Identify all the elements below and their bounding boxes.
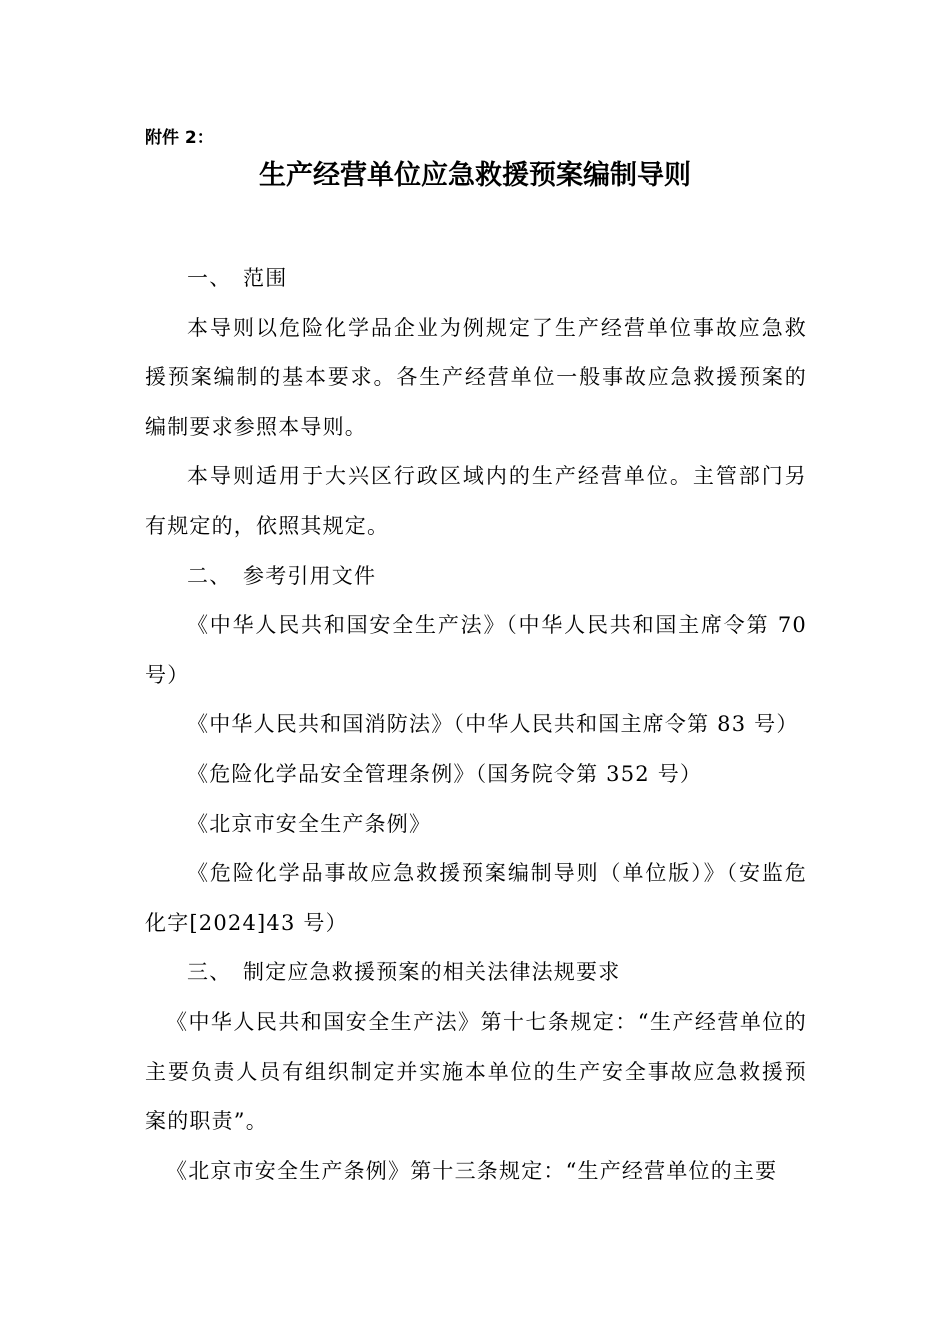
reference-item: 《中华人民共和国消防法》（中华人民共和国主席令第 83 号） <box>187 712 799 737</box>
section-heading-text: 制定应急救援预案的相关法律法规要求 <box>243 960 621 985</box>
law-quote-paragraph: 《中华人民共和国安全生产法》第十七条规定：“生产经营单位的主要负责人员有组织制定并实施本单位的生产安全事故应急救援预案的职责”。 <box>145 1009 807 1134</box>
reference-item: 《中华人民共和国安全生产法》（中华人民共和国主席令第 70 号） <box>145 613 807 687</box>
paragraph: 本导则以危险化学品企业为例规定了生产经营单位事故应急救援预案编制的基本要求。各生产经营单位一般事故应急救援预案的编制要求参照本导则。 <box>145 315 807 439</box>
paragraph: 本导则适用于大兴区行政区域内的生产经营单位。主管部门另有规定的，依照其规定。 <box>145 464 807 538</box>
attachment-label: 附件 2： <box>145 128 214 148</box>
section-heading-text: 范围 <box>243 266 288 290</box>
reference-item: 《危险化学品安全管理条例》（国务院令第 352 号） <box>187 761 703 786</box>
section-heading-legal-requirements <box>145 948 807 998</box>
section-number: 二、 <box>187 563 232 588</box>
reference-item: 《北京市安全生产条例》 <box>187 811 432 836</box>
section-number: 一、 <box>187 266 232 290</box>
law-quote-paragraph: 《北京市安全生产条例》第十三条规定：“生产经营单位的主要 <box>166 1158 778 1183</box>
document-body <box>145 254 807 1196</box>
reference-item: 《危险化学品事故应急救援预案编制导则（单位版）》（安监危化字[2024]43 号） <box>145 861 807 935</box>
section-heading-scope <box>145 254 807 304</box>
section-heading-references <box>145 552 807 602</box>
section-heading-text: 参考引用文件 <box>243 563 377 588</box>
document-title: 生产经营单位应急救援预案编制导则 <box>259 160 691 191</box>
section-number: 三、 <box>187 960 232 985</box>
